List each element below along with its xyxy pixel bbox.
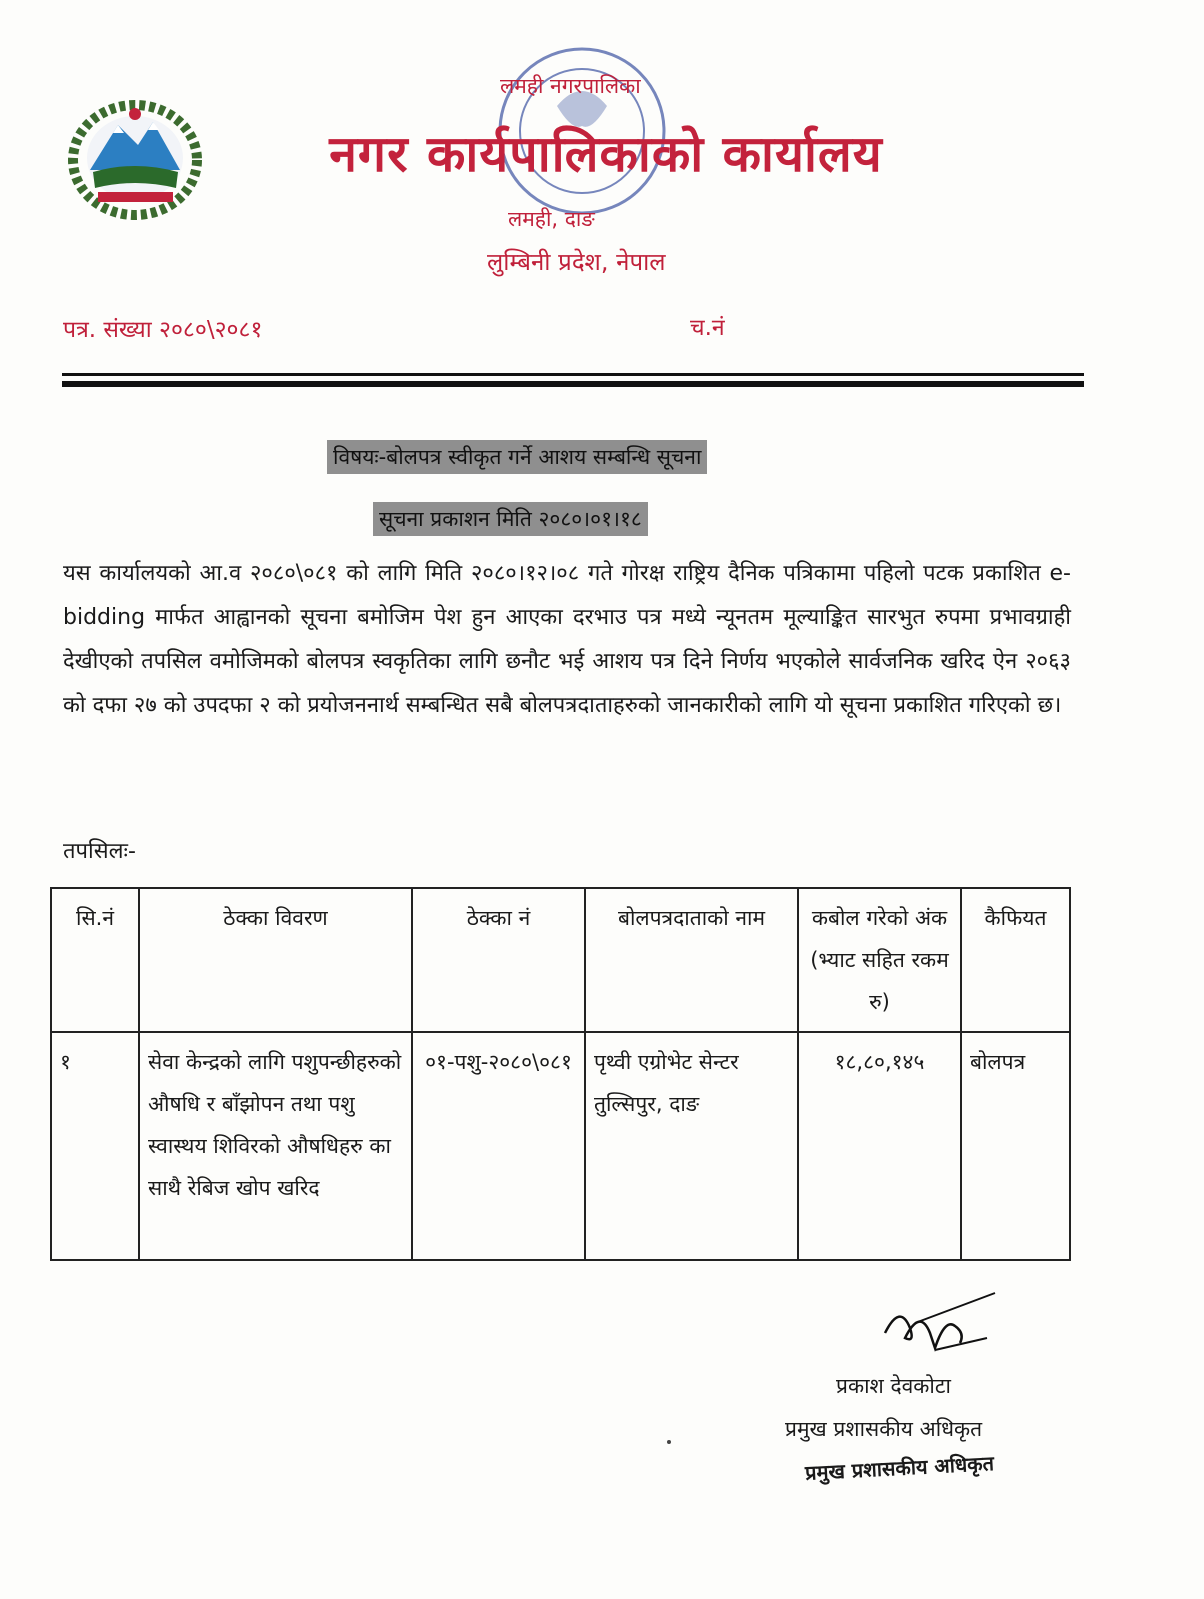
header-contract-no: ठेक्का नं [412,888,585,1032]
header-divider-thick [62,381,1084,387]
ink-speck [667,1440,671,1444]
cell-remarks: बोलपत्र [961,1032,1070,1260]
cell-bidder: पृथ्वी एग्रोभेट सेन्टर तुल्सिपुर, दाङ [585,1032,798,1260]
details-label: तपसिलः- [63,839,136,864]
dispatch-number: च.नं [690,315,725,341]
table-row [51,1032,1070,1260]
header-bidder: बोलपत्रदाताको नाम [585,888,798,1032]
letterhead-address: लमही, दाङ [508,207,595,231]
award-table [50,887,1071,1261]
notice-subject: विषयः-बोलपत्र स्वीकृत गर्ने आशय सम्बन्धि सूचना [327,440,707,474]
cell-amount: १८,८०,१४५ [798,1032,961,1260]
signature-icon [875,1288,1000,1358]
table-header-row [51,888,1070,1032]
cell-description: सेवा केन्द्रको लागि पशुपन्छीहरुको औषधि र बाँझोपन तथा पशु स्वास्थय शिविरको औषधिहरु का साथै रेबिज खोप खरिद [139,1032,412,1260]
signatory-designation: प्रमुख प्रशासकीय अधिकृत [785,1417,983,1441]
header-divider [62,373,1084,376]
cell-sn: १ [51,1032,139,1260]
notice-body: यस कार्यालयको आ.व २०८०\०८१ को लागि मिति २०८०।१२।०८ गते गोरक्ष राष्ट्रिय दैनिक पत्रिकामा पहिलो पटक प्रकाशित e-bidding मार्फत आह्वानको सूचना बमोजिम पेश हुन आएका दरभाउ पत्र मध्ये न्यूनतम मूल्याङ्कित सारभुत रुपमा प्रभावग्राही देखीएको तपसिल वमोजिमको बोलपत्र स्वकृतिका लागि छनौट भई आशय पत्र दिने निर्णय भएकोले सार्वजनिक खरिद ऐन २०६३ को दफा २७ को उपदफा २ को प्रयोजननार्थ सम्बन्धित सबै बोलपत्रदाताहरुको जानकारीको लागि यो सूचना प्रकाशित गरिएको छ। [63,561,1071,718]
cell-contract-no: ०१-पशु-२०८०\०८१ [412,1032,585,1260]
publication-date: सूचना प्रकाशन मिति २०८०।०१।१८ [373,502,648,536]
letterhead-municipality: लमही नगरपालिका [500,74,641,98]
header-sn: सि.नं [51,888,139,1032]
letterhead-province: लुम्बिनी प्रदेश, नेपाल [487,248,666,276]
header-amount: कबोल गरेको अंक (भ्याट सहित रकम रु) [798,888,961,1032]
header-description: ठेक्का विवरण [139,888,412,1032]
signatory-name: प्रकाश देवकोटा [836,1374,951,1398]
designation-stamp: प्रमुख प्रशासकीय अधिकृत [804,1451,995,1485]
letterhead-title: नगर कार्यपालिकाको कार्यालय [329,125,883,183]
letter-number: पत्र. संख्या २०८०\२०८१ [63,317,263,343]
header-remarks: कैफियत [961,888,1070,1032]
